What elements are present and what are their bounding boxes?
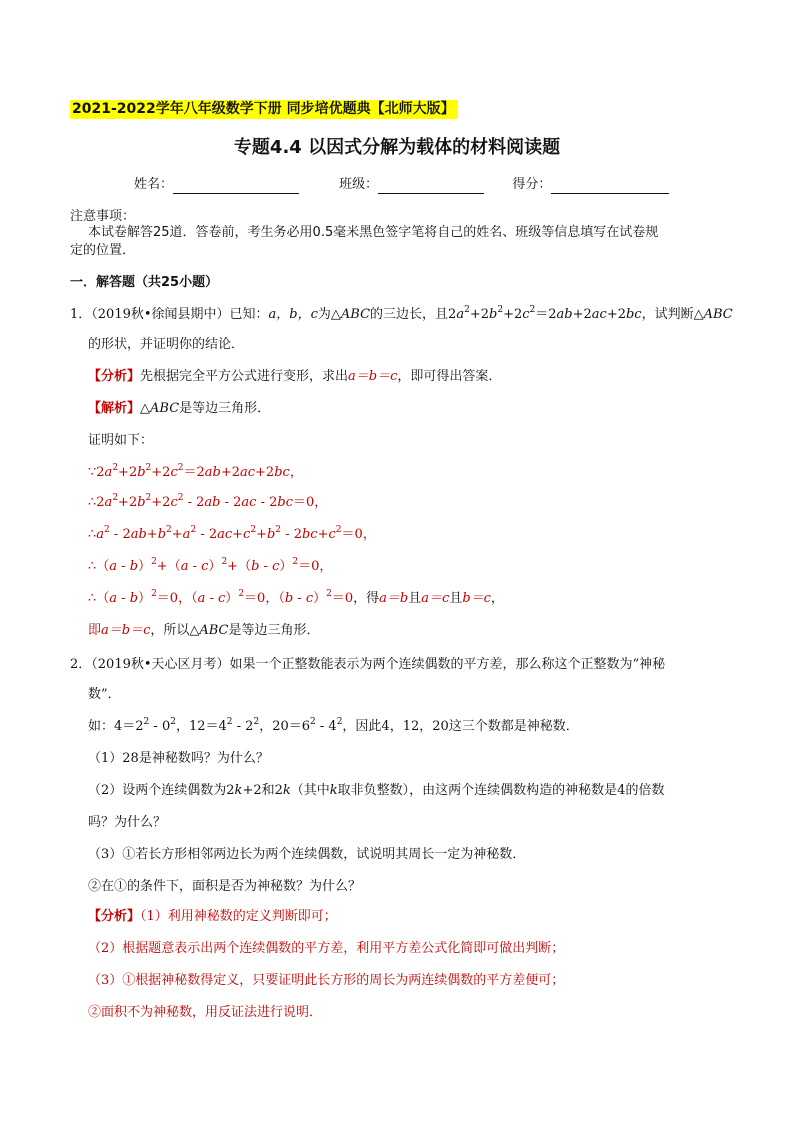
page-title: 专题4.4 以因式分解为载体的材料阅读题 bbox=[233, 137, 561, 158]
name-field[interactable]: 姓名： bbox=[134, 176, 299, 194]
student-info-fields bbox=[134, 176, 693, 194]
q1-solution: 【解析】△ABC是等边三角形． bbox=[88, 401, 271, 416]
q2-part-2: （2）设两个连续偶数为2k+2和2k（其中k取非负整数），由这两个连续偶数构造的神秘数是4的倍数 bbox=[88, 783, 665, 798]
q1-proof-step-4: ∴（a - b）$^2$+（a - c）$^2$+（b - c）$^2$＝0， bbox=[88, 557, 333, 574]
series-banner: 2021-2022学年八年级数学下册 同步培优题典【北师大版】 bbox=[70, 100, 458, 119]
q2-part-3: （3）①若长方形相邻两边长为两个连续偶数，试说明其周长一定为神秘数． bbox=[88, 847, 526, 862]
q2-analysis-2: （2）根据题意表示出两个连续偶数的平方差，利用平方差公式化简即可做出判断； bbox=[88, 941, 565, 956]
section-heading: 一．解答题（共25小题） bbox=[70, 275, 219, 290]
q2-example: 如：$4=2^2 - 0^2$，$12=4^2 - 2^2$，$20=6^2 - 4^2$，因此4，12，20这三个数都是神秘数． bbox=[88, 717, 579, 734]
q1-proof-step-3: $\therefore a^2 - 2ab+b^2+a^2 - 2ac+c^2+b^2 - 2bc+c^2=0$， bbox=[88, 525, 376, 542]
class-blank[interactable] bbox=[378, 179, 484, 194]
notice-line-2: 定的位置． bbox=[70, 243, 136, 258]
q1-proof-conclusion: 即a＝b＝c，所以△ABC是等边三角形． bbox=[88, 623, 320, 638]
notice-heading: 注意事项： bbox=[70, 209, 136, 224]
q1-condition-equation: $2a^2+2b^2+2c^2=2ab+2ac+2bc$ bbox=[448, 305, 642, 322]
q1-analysis: 【分析】先根据完全平方公式进行变形，求出a＝b＝c，即可得出答案． bbox=[88, 369, 502, 384]
q1-stem-line-2: 的形状，并证明你的结论． bbox=[88, 337, 245, 352]
q1-proof-step-2: $\therefore 2a^2+2b^2+2c^2 - 2ab - 2ac - 2bc=0$， bbox=[88, 493, 328, 510]
notice-line-1: 本试卷解答25道．答卷前，考生务必用0.5毫米黑色签字笔将自己的姓名、班级等信息填写在试卷规 bbox=[88, 225, 659, 240]
q1-proof-heading: 证明如下： bbox=[88, 433, 154, 448]
q2-part-3b: ②在①的条件下，面积是否为神秘数？为什么？ bbox=[88, 879, 362, 894]
q1-proof-step-5: ∴（a - b）$^2$＝0，（a - c）$^2$＝0，（b - c）$^2$＝0，得a＝b且a＝c且b＝c， bbox=[88, 589, 504, 606]
score-blank[interactable] bbox=[551, 179, 669, 194]
q1-proof-step-1: $\because 2a^2+2b^2+2c^2=2ab+2ac+2bc$， bbox=[88, 463, 303, 480]
q1-stem-line-1: 1．（2019秋•徐闻县期中）已知：a，b，c为△ABC的三边长，且$2a^2+2b^2+2c^2=2ab+2ac+2bc$，试判断△ABC bbox=[70, 305, 733, 322]
q2-analysis-3: （3）①根据神秘数得定义，只要证明此长方形的周长为两连续偶数的平方差便可； bbox=[88, 973, 565, 988]
name-blank[interactable] bbox=[173, 179, 299, 194]
score-field[interactable]: 得分： bbox=[512, 176, 669, 194]
q2-part-2-line-2: 吗？为什么？ bbox=[88, 815, 167, 830]
class-field[interactable]: 班级： bbox=[339, 176, 484, 194]
q2-analysis-4: ②面积不为神秘数，用反证法进行说明． bbox=[88, 1005, 323, 1020]
q2-part-1: （1）28是神秘数吗？为什么？ bbox=[88, 751, 269, 766]
q2-stem-line-2: 数”． bbox=[88, 687, 121, 702]
q2-analysis-1: 【分析】（1）利用神秘数的定义判断即可； bbox=[88, 909, 337, 924]
q2-stem-line-1: 2．（2019秋•天心区月考）如果一个正整数能表示为两个连续偶数的平方差，那么称这个正整数为“神秘 bbox=[70, 657, 666, 672]
